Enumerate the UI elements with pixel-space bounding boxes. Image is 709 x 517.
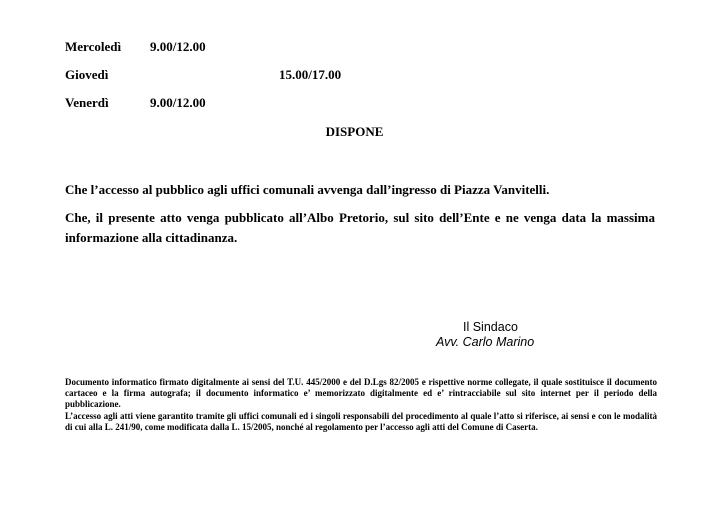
paragraph: Che, il presente atto venga pubblicato all’Albo Pretorio, sul sito dell’Ente e ne venga data la massima informazione alla cittadinanza. xyxy=(65,210,655,245)
signature-name: Avv. Carlo Marino xyxy=(436,335,535,349)
paragraph: Che l’accesso al pubblico agli uffici comunali avvenga dall’ingresso di Piazza Vanvitelli. xyxy=(65,182,550,197)
section-heading: DISPONE xyxy=(325,124,384,139)
signature-title: Il Sindaco xyxy=(463,320,518,334)
legal-footer xyxy=(65,377,657,433)
schedule-day: Giovedì xyxy=(65,67,109,82)
schedule-morning-hours: 9.00/12.00 xyxy=(150,39,206,54)
schedule-morning-hours: 9.00/12.00 xyxy=(150,95,206,110)
schedule-day: Venerdì xyxy=(65,95,109,110)
schedule-afternoon-hours: 15.00/17.00 xyxy=(279,67,342,82)
schedule-day: Mercoledì xyxy=(65,39,122,54)
footer-paragraph: Documento informatico firmato digitalmente ai sensi del T.U. 445/2000 e del D.Lgs 82/2005 e rispettive norme collegate, il quale sostituisce il documento cartaceo e la firma autografa; il documento informatico e’ memorizzato digitalmente ed e’ rintracciabile sul sito internet per il periodo della pubblicazione. xyxy=(65,377,657,410)
footer-paragraph: L’accesso agli atti viene garantito tramite gli uffici comunali ed i singoli responsabili del procedimento al quale l’atto si riferisce, ai sensi e con le modalità di cui alla L. 241/90, come modificata dalla L. 15/2005, nonché al regolamento per l’accesso agli atti del Comune di Caserta. xyxy=(65,410,657,432)
